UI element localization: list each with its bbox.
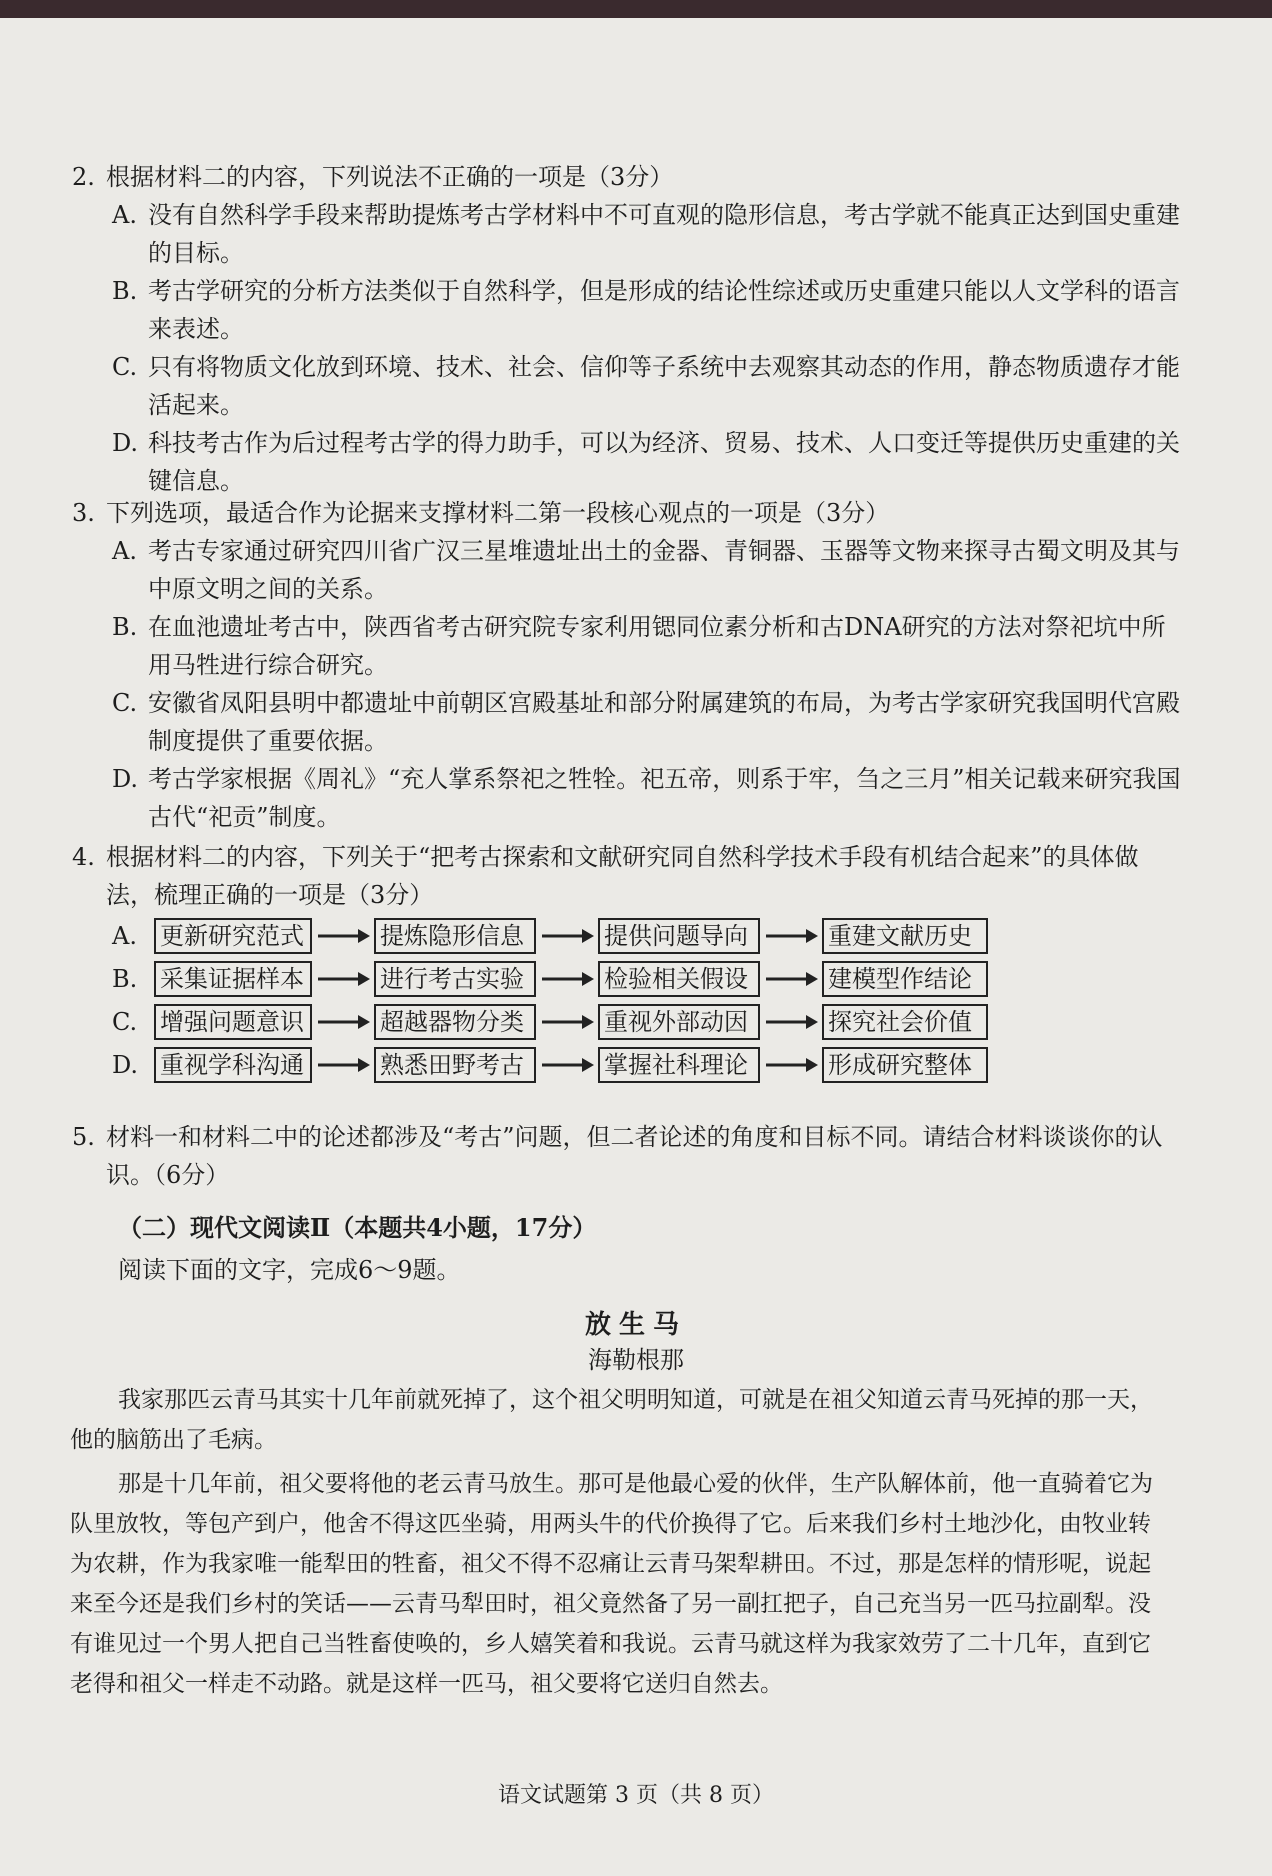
flow-step-box: 更新研究范式 <box>154 918 312 954</box>
flow-step-box: 超越器物分类 <box>374 1004 536 1040</box>
question-5-stem: 5. 材料一和材料二中的论述都涉及“考古”问题，但二者论述的角度和目标不同。请结合材料谈谈你的认识。（6分） <box>72 1123 1163 1189</box>
reading-instruction: 阅读下面的文字，完成6～9题。 <box>118 1256 461 1284</box>
right-arrow-icon <box>312 926 374 946</box>
flow-step-box: 熟悉田野考古 <box>374 1047 536 1083</box>
question-2 <box>72 158 1182 500</box>
q2-option-d: D. 科技考古作为后过程考古学的得力助手，可以为经济、贸易、技术、人口变迁等提供历史重建的关键信息。 <box>112 429 1180 495</box>
flow-step-box: 重视学科沟通 <box>154 1047 312 1083</box>
option-letter: D. <box>112 1050 139 1079</box>
flow-step-box: 重建文献历史 <box>822 918 988 954</box>
q4-option-row <box>112 1000 1182 1043</box>
right-arrow-icon <box>312 1055 374 1075</box>
right-arrow-icon <box>760 1055 822 1075</box>
flow-step-box: 形成研究整体 <box>822 1047 988 1083</box>
option-letter: A. <box>112 921 137 950</box>
q4-option-row <box>112 914 1182 957</box>
right-arrow-icon <box>536 1055 598 1075</box>
right-arrow-icon <box>312 969 374 989</box>
right-arrow-icon <box>536 969 598 989</box>
question-3-stem: 3. 下列选项，最适合作为论据来支撑材料二第一段核心观点的一项是（3分） <box>72 499 890 527</box>
right-arrow-icon <box>536 926 598 946</box>
q3-option-a: A. 考古专家通过研究四川省广汉三星堆遗址出土的金器、青铜器、玉器等文物来探寻古蜀文明及其与中原文明之间的关系。 <box>112 537 1180 603</box>
q4-option-row <box>112 1043 1182 1086</box>
q2-option-a: A. 没有自然科学手段来帮助提炼考古学材料中不可直观的隐形信息，考古学就不能真正达到国史重建的目标。 <box>112 201 1180 267</box>
flow-step-box: 重视外部动因 <box>598 1004 760 1040</box>
flow-step-box: 进行考古实验 <box>374 961 536 997</box>
article-author: 海勒根那 <box>588 1346 684 1374</box>
flow-step-box: 采集证据样本 <box>154 961 312 997</box>
option-letter: C. <box>112 1007 138 1036</box>
option-letter: B. <box>112 964 138 993</box>
q3-option-c: C. 安徽省凤阳县明中都遗址中前朝区宫殿基址和部分附属建筑的布局，为考古学家研究我国明代宫殿制度提供了重要依据。 <box>112 689 1180 755</box>
flow-step-box: 建模型作结论 <box>822 961 988 997</box>
flow-step-box: 掌握社科理论 <box>598 1047 760 1083</box>
question-4-stem: 4. 根据材料二的内容，下列关于“把考古探索和文献研究同自然科学技术手段有机结合起来”的具体做法，梳理正确的一项是（3分） <box>72 843 1139 909</box>
article-paragraph-2: 那是十几年前，祖父要将他的老云青马放生。那可是他最心爱的伙伴，生产队解体前，他一直骑着它为队里放牧，等包产到户，他舍不得这匹坐骑，用两头牛的代价换得了它。后来我们乡村土地沙化，由牧业转为农耕，作为我家唯一能犁田的牲畜，祖父不得不忍痛让云青马架犁耕田。不过，那是怎样的情形呢，说起来至今还是我们乡村的笑话——云青马犁田时，祖父竟然备了另一副扛把子，自己充当另一匹马拉副犁。没有谁见过一个男人把自己当牲畜使唤的，乡人嬉笑着和我说。云青马就这样为我家效劳了二十几年，直到它老得和祖父一样走不动路。就是这样一匹马，祖父要将它送归自然去。 <box>70 1471 1153 1697</box>
question-2-stem: 2. 根据材料二的内容，下列说法不正确的一项是（3分） <box>72 163 674 191</box>
article-paragraph-1: 我家那匹云青马其实十几年前就死掉了，这个祖父明明知道，可就是在祖父知道云青马死掉的那一天，他的脑筋出了毛病。 <box>70 1387 1153 1453</box>
flow-step-box: 探究社会价值 <box>822 1004 988 1040</box>
question-5 <box>72 1118 1182 1194</box>
right-arrow-icon <box>760 926 822 946</box>
article-title: 放生马 <box>584 1310 687 1340</box>
question-3 <box>72 494 1182 836</box>
page-footer: 语文试题第 3 页（共 8 页） <box>498 1783 774 1808</box>
q3-option-b: B. 在血池遗址考古中，陕西省考古研究院专家利用锶同位素分析和古DNA研究的方法对祭祀坑中所用马牲进行综合研究。 <box>112 613 1166 679</box>
flow-step-box: 提炼隐形信息 <box>374 918 536 954</box>
q2-option-b: B. 考古学研究的分析方法类似于自然科学，但是形成的结论性综述或历史重建只能以人文学科的语言来表述。 <box>112 277 1180 343</box>
flow-step-box: 增强问题意识 <box>154 1004 312 1040</box>
q4-option-row <box>112 957 1182 1000</box>
question-4 <box>72 838 1182 1086</box>
flow-chart-options <box>72 914 1182 1086</box>
flow-step-box: 提供问题导向 <box>598 918 760 954</box>
q3-option-d: D. 考古学家根据《周礼》“充人掌系祭祀之牲牷。祀五帝，则系于牢，刍之三月”相关记载来研究我国古代“祀贡”制度。 <box>112 765 1181 831</box>
section-heading: （二）现代文阅读Ⅱ（本题共4小题，17分） <box>118 1213 597 1242</box>
right-arrow-icon <box>760 1012 822 1032</box>
exam-page <box>0 18 1272 1876</box>
flow-step-box: 检验相关假设 <box>598 961 760 997</box>
right-arrow-icon <box>760 969 822 989</box>
right-arrow-icon <box>312 1012 374 1032</box>
q2-option-c: C. 只有将物质文化放到环境、技术、社会、信仰等子系统中去观察其动态的作用，静态物质遗存才能活起来。 <box>112 353 1180 419</box>
right-arrow-icon <box>536 1012 598 1032</box>
